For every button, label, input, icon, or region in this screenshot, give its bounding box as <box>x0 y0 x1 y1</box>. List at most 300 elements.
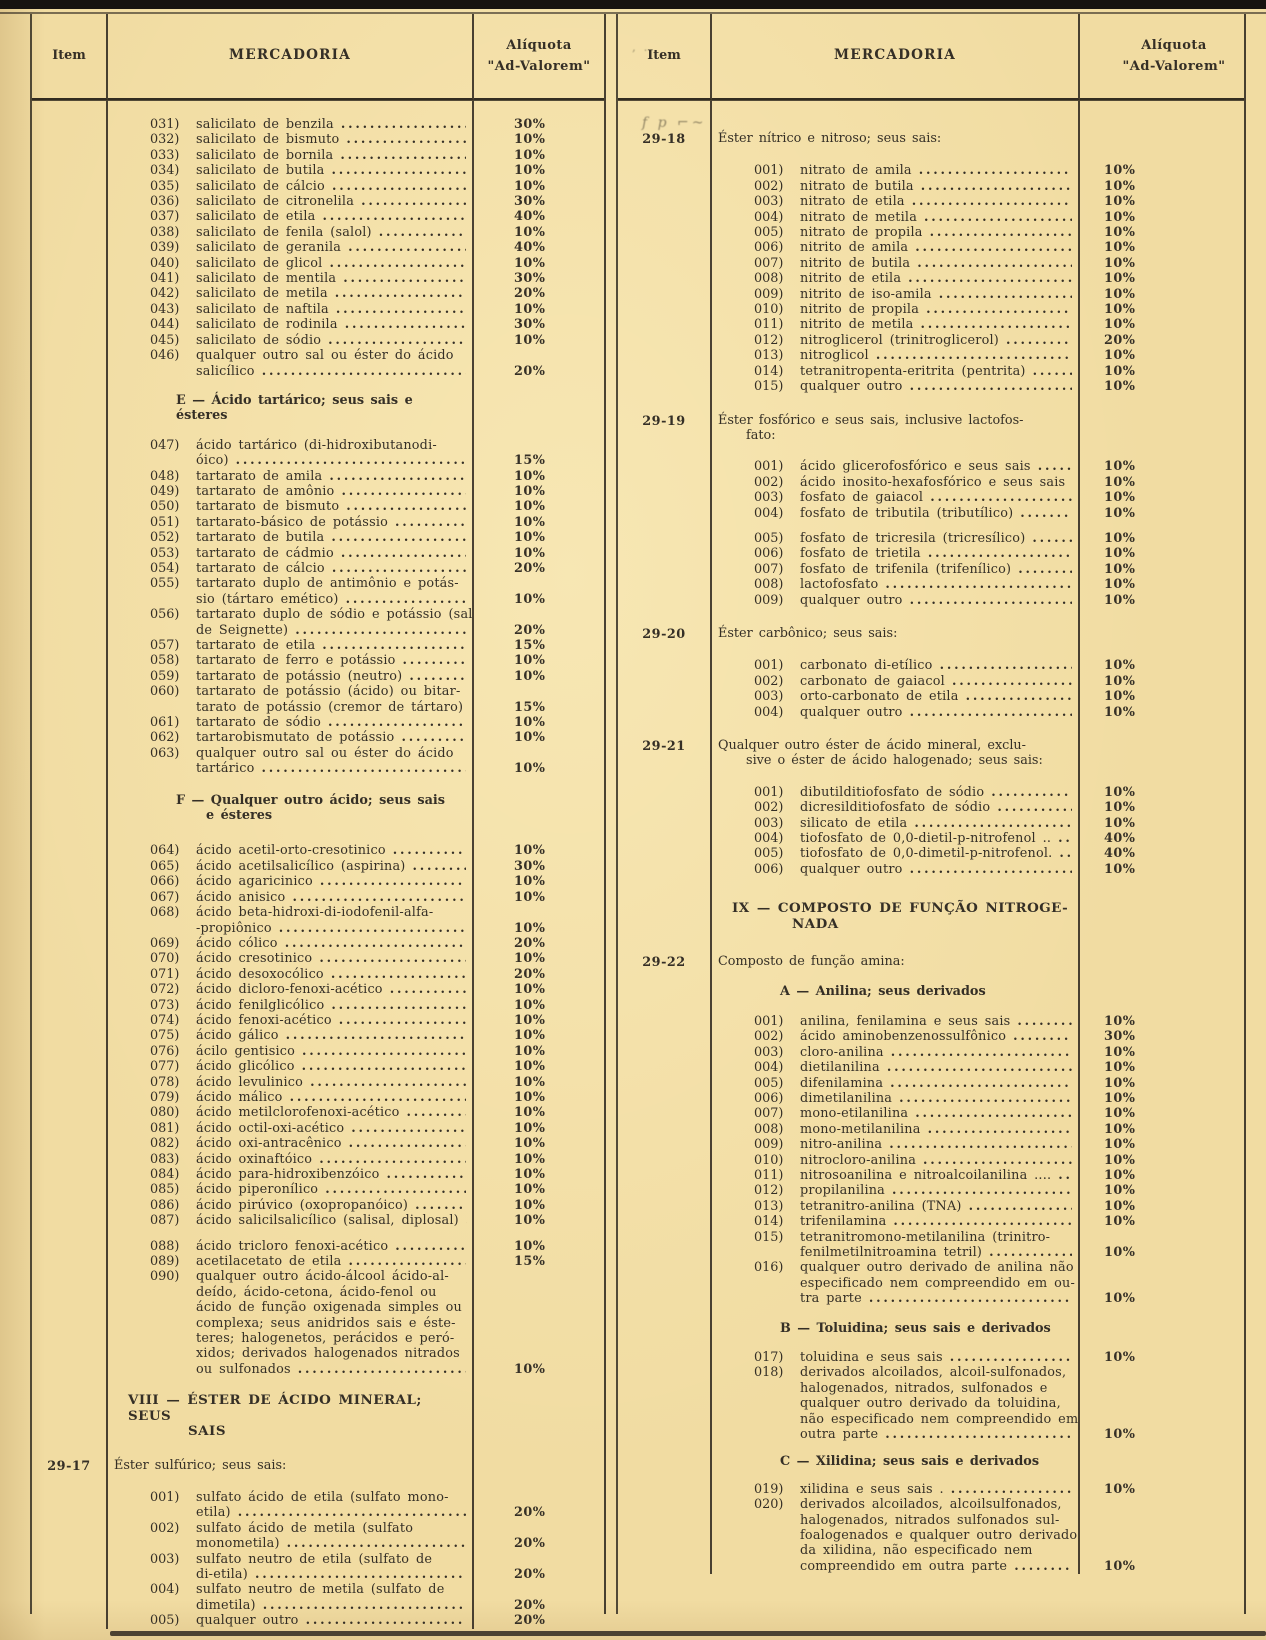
rate-cell <box>474 653 604 668</box>
entry-row <box>716 531 1074 546</box>
merchandise-cell <box>712 577 1080 592</box>
entry-row <box>716 705 1074 720</box>
rate-cell <box>474 132 604 147</box>
entry-text <box>800 577 1074 592</box>
entry-row <box>112 1182 468 1197</box>
entry-number: 068) <box>150 905 180 921</box>
aliquota-header-line2: "Ad-Valorem" <box>1122 59 1226 74</box>
item-code-cell <box>32 1013 108 1028</box>
dot-leader <box>322 209 466 224</box>
entry-line-text: nitrato de propila <box>800 225 923 241</box>
entry-line-text: nitrosoanilina e nitroalcoilanilina .... <box>800 1167 1052 1183</box>
entry-line-text: qualquer outro <box>800 861 903 877</box>
spacer-row <box>1080 1336 1244 1350</box>
item-code-cell <box>618 302 712 317</box>
group-title-line: Éster fosfórico e seus sais, inclusive lactofos- <box>718 412 1024 428</box>
item-code-cell <box>32 1182 108 1197</box>
dot-leader <box>1006 333 1072 348</box>
item-code-cell <box>32 951 108 966</box>
item-code-cell <box>32 240 108 255</box>
entry-row <box>716 1091 1074 1106</box>
entry-text <box>196 240 468 255</box>
rate-cell <box>1080 1106 1244 1121</box>
rate-cell <box>1080 348 1244 363</box>
merchandise-cell <box>108 951 474 966</box>
entry-row <box>112 1121 468 1136</box>
rate-value: 10% <box>1104 784 1136 800</box>
entry-line <box>800 1245 1074 1260</box>
entry-line <box>800 1183 1074 1198</box>
entry-row <box>112 669 468 684</box>
entry-line <box>196 653 468 668</box>
rate-value: 10% <box>1104 546 1136 562</box>
spacer-row <box>474 105 604 117</box>
entry-line <box>196 843 468 858</box>
group-code: 29-18 <box>642 132 686 147</box>
rate-cell <box>1080 626 1244 642</box>
rate-cell <box>1080 1045 1244 1060</box>
item-code-cell <box>32 1090 108 1105</box>
dot-leader <box>255 1567 466 1582</box>
group-title <box>112 1458 468 1473</box>
item-code-cell <box>618 1365 712 1442</box>
entry-text <box>800 459 1074 474</box>
entry-text <box>800 1091 1074 1106</box>
merchandise-cell <box>712 1106 1080 1121</box>
entry-row <box>716 689 1074 704</box>
merchandise-cell <box>108 117 474 132</box>
entry-row <box>716 785 1074 800</box>
entry-row <box>716 179 1074 194</box>
entry-line-text: sio (tártaro emético) <box>196 591 339 607</box>
rate-value: 10% <box>514 530 546 546</box>
entry-row <box>716 800 1074 815</box>
aliquota-header-line2: "Ad-Valorem" <box>487 59 591 74</box>
rate-cell <box>474 194 604 209</box>
entry-line <box>800 179 1074 194</box>
rate-cell <box>474 484 604 499</box>
entry-text <box>800 225 1074 240</box>
entry-row <box>716 506 1074 521</box>
entry-number: 045) <box>150 332 180 348</box>
item-code-cell <box>32 1254 108 1269</box>
entry-text <box>800 846 1074 861</box>
entry-row <box>112 271 468 286</box>
rate-cell <box>474 271 604 286</box>
entry-row <box>112 256 468 271</box>
entry-number: 003) <box>754 194 784 210</box>
dot-leader <box>893 1214 1072 1229</box>
rate-value: 10% <box>1104 271 1136 287</box>
entry-row <box>112 179 468 194</box>
entry-line-text: sulfato ácido de etila (sulfato mono- <box>196 1489 449 1505</box>
merchandise-cell <box>712 210 1080 225</box>
rate-value: 10% <box>1104 1075 1136 1091</box>
entry-row <box>716 364 1074 379</box>
entry-line <box>196 921 468 936</box>
dot-leader <box>917 256 1072 271</box>
merchandise-cell <box>108 1075 474 1090</box>
entry-row <box>112 469 468 484</box>
entry-line <box>800 475 1074 490</box>
rate-value: 30% <box>1104 1029 1136 1045</box>
entry-number: 003) <box>754 689 784 705</box>
entry-line <box>800 271 1074 286</box>
entry-line <box>196 333 468 348</box>
dot-leader <box>1033 364 1072 379</box>
rate-cell <box>1080 800 1244 815</box>
dot-leader <box>306 1613 466 1628</box>
spacer-row <box>712 877 1080 901</box>
entry-row <box>716 1137 1074 1152</box>
spacer-row <box>32 105 108 117</box>
entry-line-text: trifenilamina <box>800 1214 887 1230</box>
rate-value: 10% <box>1104 1137 1136 1153</box>
dot-leader <box>889 1137 1072 1152</box>
entry-text <box>196 179 468 194</box>
entry-number: 089) <box>150 1254 180 1270</box>
rate-value: 10% <box>1104 861 1136 877</box>
spacer-row <box>108 424 474 438</box>
entry-text <box>196 469 468 484</box>
entry-text <box>800 240 1074 255</box>
item-code-cell <box>32 1613 108 1628</box>
spacer-row <box>1080 932 1244 954</box>
rate-value: 20% <box>514 1566 546 1582</box>
spacer-row <box>108 1377 474 1393</box>
rate-value: 10% <box>514 1213 546 1229</box>
entry-row <box>716 317 1074 332</box>
merchandise-cell <box>108 179 474 194</box>
entry-text <box>800 1137 1074 1152</box>
rate-value: 10% <box>1104 379 1136 395</box>
entry-line <box>800 1427 1074 1442</box>
spacer-row <box>618 1307 712 1321</box>
entry-line <box>196 546 468 561</box>
spacer-row <box>32 424 108 438</box>
entry-number: 071) <box>150 966 180 982</box>
item-code-cell <box>32 982 108 997</box>
entry-text <box>196 484 468 499</box>
rate-cell <box>1080 475 1244 490</box>
entry-line <box>196 684 468 699</box>
item-code-cell <box>618 1137 712 1152</box>
merchandise-cell <box>712 240 1080 255</box>
entry-line-text: xilidina e seus sais . <box>800 1481 944 1497</box>
merchandise-cell <box>108 561 474 576</box>
merchandise-cell <box>108 1521 474 1552</box>
section-heading-line: SAIS <box>188 1423 226 1440</box>
entry-number: 001) <box>754 1013 784 1029</box>
item-code-cell <box>32 730 108 745</box>
rate-value: 10% <box>514 468 546 484</box>
entry-line-text: tiofosfato de 0,0-dimetil-p-nitrofenol. <box>800 846 1053 862</box>
entry-text <box>196 148 468 163</box>
entry-line <box>196 1505 468 1520</box>
entry-line-text: qualquer outro derivado de anilina não <box>800 1260 1074 1276</box>
dot-leader <box>328 333 466 348</box>
merchandise-cell <box>712 1029 1080 1044</box>
merchandise-cell <box>712 413 1080 444</box>
entry-text <box>196 286 468 301</box>
item-code-cell <box>32 348 108 379</box>
entry-number: 037) <box>150 209 180 225</box>
sub-heading-line: C — Xilidina; seus sais e derivados <box>780 1454 1040 1470</box>
entry-line <box>800 287 1074 302</box>
item-code-cell <box>32 317 108 332</box>
entry-number: 038) <box>150 224 180 240</box>
entry-line-text: tiofosfato de 0,0-dietil-p-nitrofenol .. <box>800 831 1052 847</box>
entry-line-text: nitrito de iso-amila <box>800 286 932 302</box>
entry-line <box>800 1396 1074 1411</box>
entry-line-text: ácido desoxocólico <box>196 966 324 982</box>
entry-number: 011) <box>754 317 784 333</box>
entry-row <box>112 638 468 653</box>
entry-line-text: tarato de potássio (cremor de tártaro) <box>196 699 464 715</box>
rate-value: 10% <box>1104 505 1136 521</box>
entry-line <box>196 1269 468 1284</box>
spacer-row <box>474 1377 604 1393</box>
entry-number: 008) <box>754 271 784 287</box>
entry-number: 070) <box>150 951 180 967</box>
group-title-line: fato: <box>746 427 776 443</box>
merchandise-cell <box>108 194 474 209</box>
entry-number: 014) <box>754 1214 784 1230</box>
entry-line <box>800 1199 1074 1214</box>
dot-leader <box>915 240 1072 255</box>
item-code-cell <box>32 669 108 684</box>
entry-line <box>196 1198 468 1213</box>
entry-line-text: tartárico <box>196 761 255 777</box>
rate-value: 40% <box>514 240 546 256</box>
entry-line <box>196 1316 468 1331</box>
entry-line-text: xidos; derivados halogenados nitrados <box>196 1346 460 1362</box>
entry-number: 016) <box>754 1260 784 1276</box>
rate-cell <box>1080 240 1244 255</box>
entry-text <box>196 1613 468 1628</box>
entry-text <box>196 1028 468 1043</box>
item-code-cell <box>618 490 712 505</box>
dot-leader <box>262 364 466 379</box>
dot-leader <box>332 179 466 194</box>
dot-leader <box>387 1167 466 1182</box>
rate-cell <box>474 843 604 858</box>
dot-leader <box>939 287 1072 302</box>
entry-number: 063) <box>150 745 180 761</box>
entry-row <box>112 859 468 874</box>
entry-row <box>716 1183 1074 1198</box>
merchandise-cell <box>712 1091 1080 1106</box>
spacer-row <box>474 1474 604 1490</box>
entry-line-text: halogenados, nitrados, sulfonados e <box>800 1380 1048 1396</box>
entry-text <box>196 1213 468 1228</box>
entry-row <box>716 1260 1074 1306</box>
entry-number: 090) <box>150 1269 180 1285</box>
merchandise-cell <box>712 562 1080 577</box>
entry-row <box>112 951 468 966</box>
item-code-cell <box>618 1060 712 1075</box>
entry-line-text: ácido fenilglicólico <box>196 997 325 1013</box>
rate-value: 10% <box>1104 459 1136 475</box>
rate-value: 10% <box>514 1120 546 1136</box>
entry-line-text: ácido cresotinico <box>196 951 313 967</box>
merchandise-cell <box>712 1454 1080 1469</box>
dot-leader <box>322 638 466 653</box>
rate-value: 20% <box>514 560 546 576</box>
entry-row <box>716 240 1074 255</box>
rate-cell <box>1080 785 1244 800</box>
entry-line <box>196 1013 468 1028</box>
entry-row <box>112 438 468 469</box>
sub-heading-line: B — Toluidina; seus sais e derivados <box>780 1320 1051 1336</box>
rate-value: 40% <box>1104 831 1136 847</box>
entry-line-text: qualquer outro <box>800 379 903 395</box>
entry-text <box>196 607 473 638</box>
spacer-row <box>32 823 108 843</box>
entry-row <box>112 576 468 607</box>
entry-number: 057) <box>150 638 180 653</box>
entry-row <box>716 302 1074 317</box>
entry-line-text: ácido piperonílico <box>196 1182 319 1198</box>
item-code-cell <box>32 638 108 653</box>
entry-line <box>800 1291 1074 1306</box>
merchandise-cell <box>712 1122 1080 1137</box>
entry-number: 087) <box>150 1213 180 1229</box>
item-code-cell <box>618 1321 712 1336</box>
rate-cell <box>474 1393 604 1439</box>
rate-value: 10% <box>1104 1121 1136 1137</box>
dot-leader <box>415 1198 466 1213</box>
spacer-row <box>1080 105 1244 131</box>
dot-leader <box>329 469 466 484</box>
entry-line <box>800 1365 1074 1380</box>
entry-line <box>800 1513 1074 1528</box>
merchandise-cell <box>108 1090 474 1105</box>
merchandise-cell <box>712 475 1080 490</box>
entry-text <box>196 1182 468 1197</box>
spacer-row <box>712 105 1080 131</box>
dot-leader <box>890 1076 1072 1091</box>
merchandise-cell <box>108 1028 474 1043</box>
entry-number: 011) <box>754 1167 784 1183</box>
entry-row <box>716 287 1074 302</box>
entry-line-text: salicilato de glicol <box>196 255 323 271</box>
entry-row <box>112 484 468 499</box>
entry-line-text: salicilato de rodinila <box>196 317 338 333</box>
rate-cell <box>1080 546 1244 561</box>
entry-line <box>196 1075 468 1090</box>
entry-text <box>800 317 1074 332</box>
item-code-cell <box>618 1454 712 1469</box>
entry-text <box>800 658 1074 673</box>
entry-row <box>112 982 468 997</box>
merchandise-cell <box>712 256 1080 271</box>
merchandise-cell <box>712 271 1080 286</box>
dot-leader <box>341 546 466 561</box>
entry-line-text: foalogenados e qualquer outro derivado <box>800 1528 1078 1544</box>
entry-line <box>196 530 468 545</box>
entry-line-text: ácido glicerofosfórico e seus sais <box>800 459 1031 475</box>
rate-value: 20% <box>514 1505 546 1521</box>
item-code-cell <box>618 271 712 286</box>
rate-value: 10% <box>514 483 546 499</box>
rate-cell <box>474 225 604 240</box>
entry-line-text: qualquer outro <box>800 704 903 720</box>
entry-line <box>800 333 1074 348</box>
merchandise-cell <box>712 379 1080 394</box>
entry-row <box>716 225 1074 240</box>
merchandise-cell <box>108 859 474 874</box>
rate-cell <box>474 684 604 715</box>
spacer-row <box>712 443 1080 459</box>
item-code-cell <box>32 561 108 576</box>
rate-cell <box>1080 705 1244 720</box>
dot-leader <box>969 1199 1072 1214</box>
rate-value: 10% <box>514 545 546 561</box>
entry-row <box>716 562 1074 577</box>
entry-number: 043) <box>150 301 180 317</box>
entry-text <box>196 1521 468 1552</box>
entry-line-text: toluidina e seus sais <box>800 1350 943 1365</box>
rate-cell <box>474 179 604 194</box>
entry-line-text: salicilato de bornila <box>196 147 334 163</box>
merchandise-cell <box>712 1230 1080 1261</box>
entry-line-text: derivados alcoilados, alcoilsulfonados, <box>800 1497 1062 1513</box>
entry-row <box>112 1167 468 1182</box>
aliquota-header-line1: Alíquota <box>506 37 572 53</box>
spacer-row <box>474 379 604 393</box>
rate-cell <box>474 438 604 469</box>
rate-cell <box>474 1198 604 1213</box>
entry-text <box>196 348 468 379</box>
entry-line-text: tartarobismutato de potássio <box>196 730 395 746</box>
rate-cell <box>1080 562 1244 577</box>
entry-line-text: tra parte <box>800 1291 862 1307</box>
entry-row <box>716 256 1074 271</box>
entry-row <box>716 1106 1074 1121</box>
rate-cell <box>1080 1029 1244 1044</box>
item-code-cell <box>32 1458 108 1474</box>
entry-row <box>112 1198 468 1213</box>
merchandise-cell <box>108 669 474 684</box>
entry-text <box>800 1122 1074 1137</box>
rate-value: 30% <box>514 858 546 874</box>
dot-leader <box>989 1245 1072 1260</box>
rate-value: 10% <box>514 1151 546 1167</box>
entry-text <box>800 785 1074 800</box>
dot-leader <box>1059 846 1072 861</box>
item-code-cell <box>618 1091 712 1106</box>
entry-number: 017) <box>754 1350 784 1365</box>
entry-number: 041) <box>150 271 180 287</box>
merchandise-cell <box>712 1183 1080 1198</box>
dot-leader <box>910 705 1072 720</box>
entry-number: 036) <box>150 194 180 210</box>
entry-text <box>800 531 1074 546</box>
entry-text <box>800 163 1074 178</box>
entry-row <box>112 843 468 858</box>
sub-heading <box>716 1321 1074 1336</box>
entry-text <box>196 1121 468 1136</box>
entry-number: 076) <box>150 1043 180 1059</box>
item-code-cell <box>618 1230 712 1261</box>
dot-leader <box>331 998 466 1013</box>
item-code-cell <box>32 715 108 730</box>
entry-text <box>196 1090 468 1105</box>
entry-line-text: ácido glicólico <box>196 1059 295 1075</box>
entry-text <box>800 1230 1074 1261</box>
entry-line <box>800 831 1074 846</box>
